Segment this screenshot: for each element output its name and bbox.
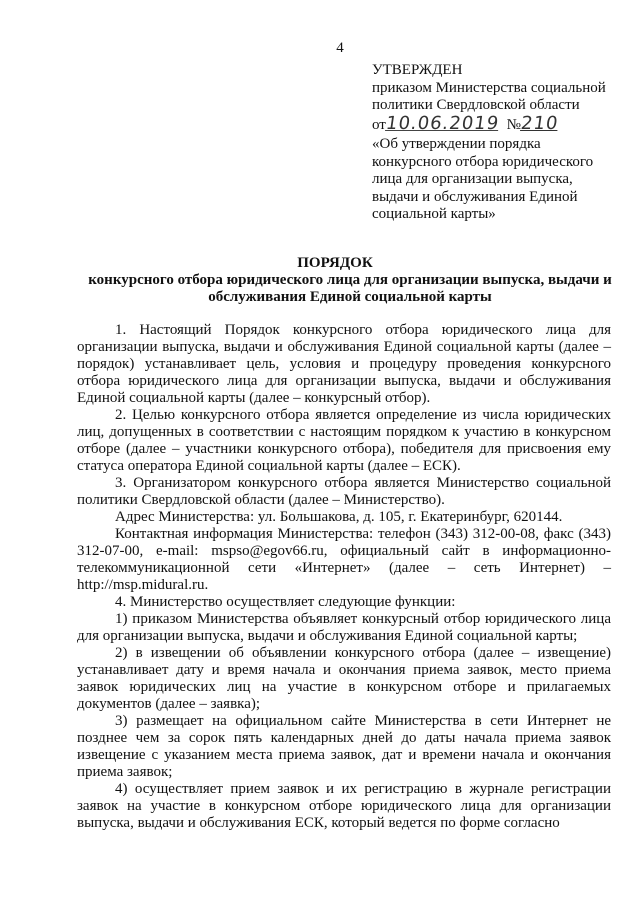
paragraph: Контактная информация Министерства: телефон (343) 312-00-08, факс (343) 312-07-00, e-mail: mspso@egov66.ru, официальный сайт в информационно-телекоммуникационной сети «Интернет» (далее – сеть Интернет) – http://msp.midural.ru.	[77, 526, 611, 593]
paragraph: 4) осуществляет прием заявок и их регистрацию в журнале регистрации заявок на участие в конкурсном отборе юридического лица для организации выпуска, выдачи и обслуживания ЕСК, который ведется по форме согласно	[77, 781, 611, 831]
paragraph: 3) размещает на официальном сайте Министерства в сети Интернет не позднее чем за сорок пять календарных дней до даты начала приема заявок извещение с указанием места приема заявок, дат и времени начала и окончания приема заявок;	[77, 713, 611, 780]
paragraph: 4. Министерство осуществляет следующие функции:	[115, 594, 456, 610]
handwritten-number: 210	[519, 112, 560, 134]
paragraph: 2) в извещении об объявлении конкурсного отбора (далее – извещение) устанавливает дату и время начала и окончания приема заявок, место приема заявок юридических лиц на участие в конкурсном отборе и прилагаемых документов (далее – заявка);	[77, 645, 611, 712]
paragraph: 3. Организатором конкурсного отбора является Министерство социальной политики Свердловской области (далее – Министерство).	[77, 475, 611, 508]
paragraph: 1) приказом Министерства объявляет конкурсный отбор юридического лица для организации выпуска, выдачи и обслуживания Единой социальной карты;	[77, 611, 611, 644]
document-body	[77, 322, 611, 832]
approval-line-1: приказом Министерства социальной	[372, 79, 606, 96]
approval-heading: УТВЕРЖДЕН	[372, 62, 463, 78]
date-prefix: от	[372, 116, 386, 133]
decree-title: «Об утверждении порядка конкурсного отбора юридического лица для организации выпуска, выдачи и обслуживания Единой социальной карты»	[372, 136, 594, 222]
paragraph: 1. Настоящий Порядок конкурсного отбора юридического лица для организации выпуска, выдачи и обслуживания Единой социальной карты (далее – порядок) устанавливает цель, условия и процедуру проведения конкурсного отбора юридического лица для организации выпуска, выдачи и обслуживания Единой социальной карты (далее – конкурсный отбор).	[77, 322, 611, 406]
document-subtitle: конкурсного отбора юридического лица для организации выпуска, выдачи и обслуживания Единой социальной карты	[88, 272, 612, 305]
number-prefix: №	[506, 116, 521, 133]
paragraph: 2. Целью конкурсного отбора является определение из числа юридических лиц, допущенных в соответствии с настоящим порядком к участию в конкурсном отборе (далее – участники конкурсного отбора), победителя для присвоения ему статуса оператора Единой социальной карты (далее – ЕСК).	[77, 407, 611, 474]
approval-line-2: политики Свердловской области	[372, 97, 580, 113]
approval-block	[372, 62, 622, 224]
document-title: ПОРЯДОК	[297, 255, 373, 271]
handwritten-date: 10.06.2019	[384, 112, 501, 134]
paragraph: Адрес Министерства: ул. Большакова, д. 105, г. Екатеринбург, 620144.	[115, 509, 563, 525]
page-number: 4	[336, 40, 344, 56]
approval-date-line	[372, 112, 622, 135]
